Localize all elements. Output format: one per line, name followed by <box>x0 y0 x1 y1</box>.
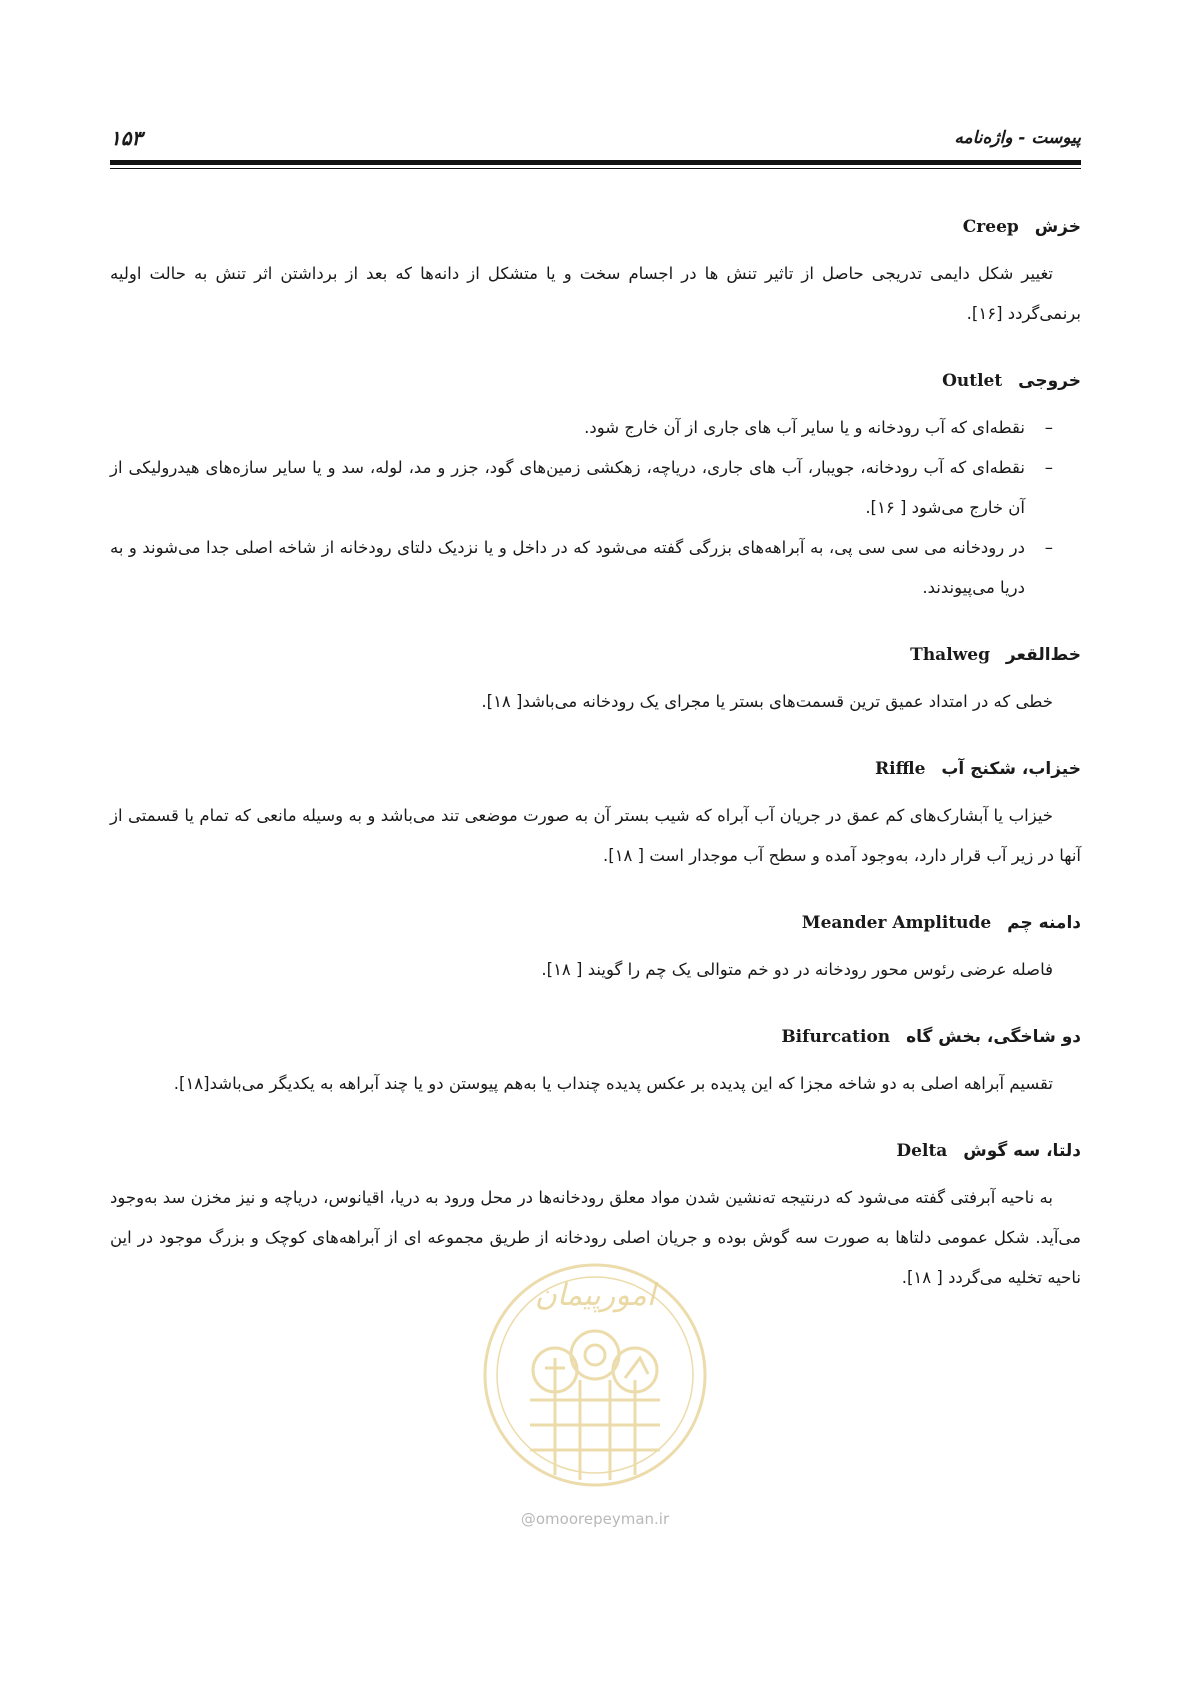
page-number: ۱۵۳ <box>110 126 143 150</box>
term-definition: خیزاب یا آبشارک‌های کم عمق در جریان آب آبراه که شیب بستر آن به صورت موضعی تند می‌باشد و به وسیله مانعی که تمام یا قسمتی از آنها در زیر آب قرار دارد، به‌وجود آمده و سطح آب موجدار است [ ۱۸]. <box>110 806 1081 865</box>
header-rule-thick <box>110 160 1081 165</box>
term-definition: خطی که در امتداد عمیق ترین قسمت‌های بستر یا مجرای یک رودخانه می‌باشد[ ۱۸]. <box>481 692 1053 711</box>
term-persian: خط‌القعر <box>1005 645 1081 665</box>
term-definition: به ناحیه آبرفتی گفته می‌شود که درنتیجه ته‌نشین شدن مواد معلق رودخانه‌ها در محل ورود به دریا، اقیانوس، دریاچه و نیز مخزن سد به‌وجود می‌آید. شکل عمومی دلتاها به صورت سه گوش بوده و جریان اصلی رودخانه از طریق مجموعه ای از آبراهه‌های کوچک و بزرگ موجود در این ناحیه تخلیه می‌گردد [ ۱۸]. <box>110 1188 1081 1287</box>
glossary-term <box>110 210 1081 244</box>
term-english: Outlet <box>942 371 1003 391</box>
term-persian: خروجی <box>1018 371 1081 391</box>
term-persian: دلتا، سه گوش <box>963 1141 1081 1161</box>
glossary-term <box>110 906 1081 940</box>
bullet-dash: – <box>1044 538 1053 557</box>
bullet-dash: – <box>1044 458 1053 477</box>
header-rule-thin <box>110 168 1081 169</box>
definition-text: نقطه‌ای که آب رودخانه، جویبار، آب های جاری، دریاچه، زهکشی زمین‌های گود، جزر و مد، لوله، سد و یا سایر سازه‌های هیدرولیکی از آن خارج می‌شود [ ۱۶]. <box>110 458 1025 517</box>
glossary-content <box>110 210 1081 1328</box>
watermark-logo-icon <box>470 1250 720 1500</box>
term-persian: خیزاب، شکنج آب <box>941 759 1081 779</box>
term-definition: تقسیم آبراهه اصلی به دو شاخه مجزا که این پدیده بر عکس پدیده چنداب یا به‌هم پیوستن دو یا چند آبراهه به یکدیگر می‌باشد[۱۸]. <box>173 1074 1053 1093</box>
glossary-term <box>110 1020 1081 1054</box>
term-persian: خزش <box>1034 217 1081 237</box>
term-persian: دو شاخگی، بخش گاه <box>906 1027 1081 1047</box>
definition-item <box>110 528 1053 608</box>
term-english: Riffle <box>875 759 926 779</box>
term-english: Thalweg <box>910 645 990 665</box>
glossary-term <box>110 752 1081 786</box>
page-header <box>110 128 1081 164</box>
bullet-dash: – <box>1044 418 1053 437</box>
term-english: Meander Amplitude <box>801 913 992 933</box>
glossary-term <box>110 364 1081 398</box>
term-english: Bifurcation <box>781 1027 891 1047</box>
definition-item <box>110 448 1053 528</box>
watermark-site: @omoorepeyman.ir <box>520 1510 670 1528</box>
definition-list <box>110 408 1081 608</box>
term-english: Creep <box>962 217 1019 237</box>
term-definition: فاصله عرضی رئوس محور رودخانه در دو خم متوالی یک چم را گویند [ ۱۸]. <box>541 960 1053 979</box>
definition-item <box>110 408 1053 448</box>
definition-text: نقطه‌ای که آب رودخانه و یا سایر آب های جاری از آن خارج شود. <box>584 418 1025 437</box>
glossary-term <box>110 638 1081 672</box>
definition-text: در رودخانه می سی سی پی، به آبراهه‌های بزرگی گفته می‌شود که در داخل و یا نزدیک دلتای رودخانه از شاخه اصلی جدا می‌شوند و به دریا می‌پیوندند. <box>110 538 1025 597</box>
watermark-logo-text: امورپیمان <box>534 1278 656 1313</box>
glossary-term <box>110 1134 1081 1168</box>
term-persian: دامنه چم <box>1007 913 1081 933</box>
term-english: Delta <box>896 1141 948 1161</box>
term-definition: تغییر شکل دایمی تدریجی حاصل از تاثیر تنش ها در اجسام سخت و یا متشکل از دانه‌ها که بعد از برداشتن اثر تنش به حالت اولیه برنمی‌گردد [۱۶]. <box>110 264 1081 323</box>
running-title: پیوست - واژه‌نامه <box>954 128 1081 148</box>
